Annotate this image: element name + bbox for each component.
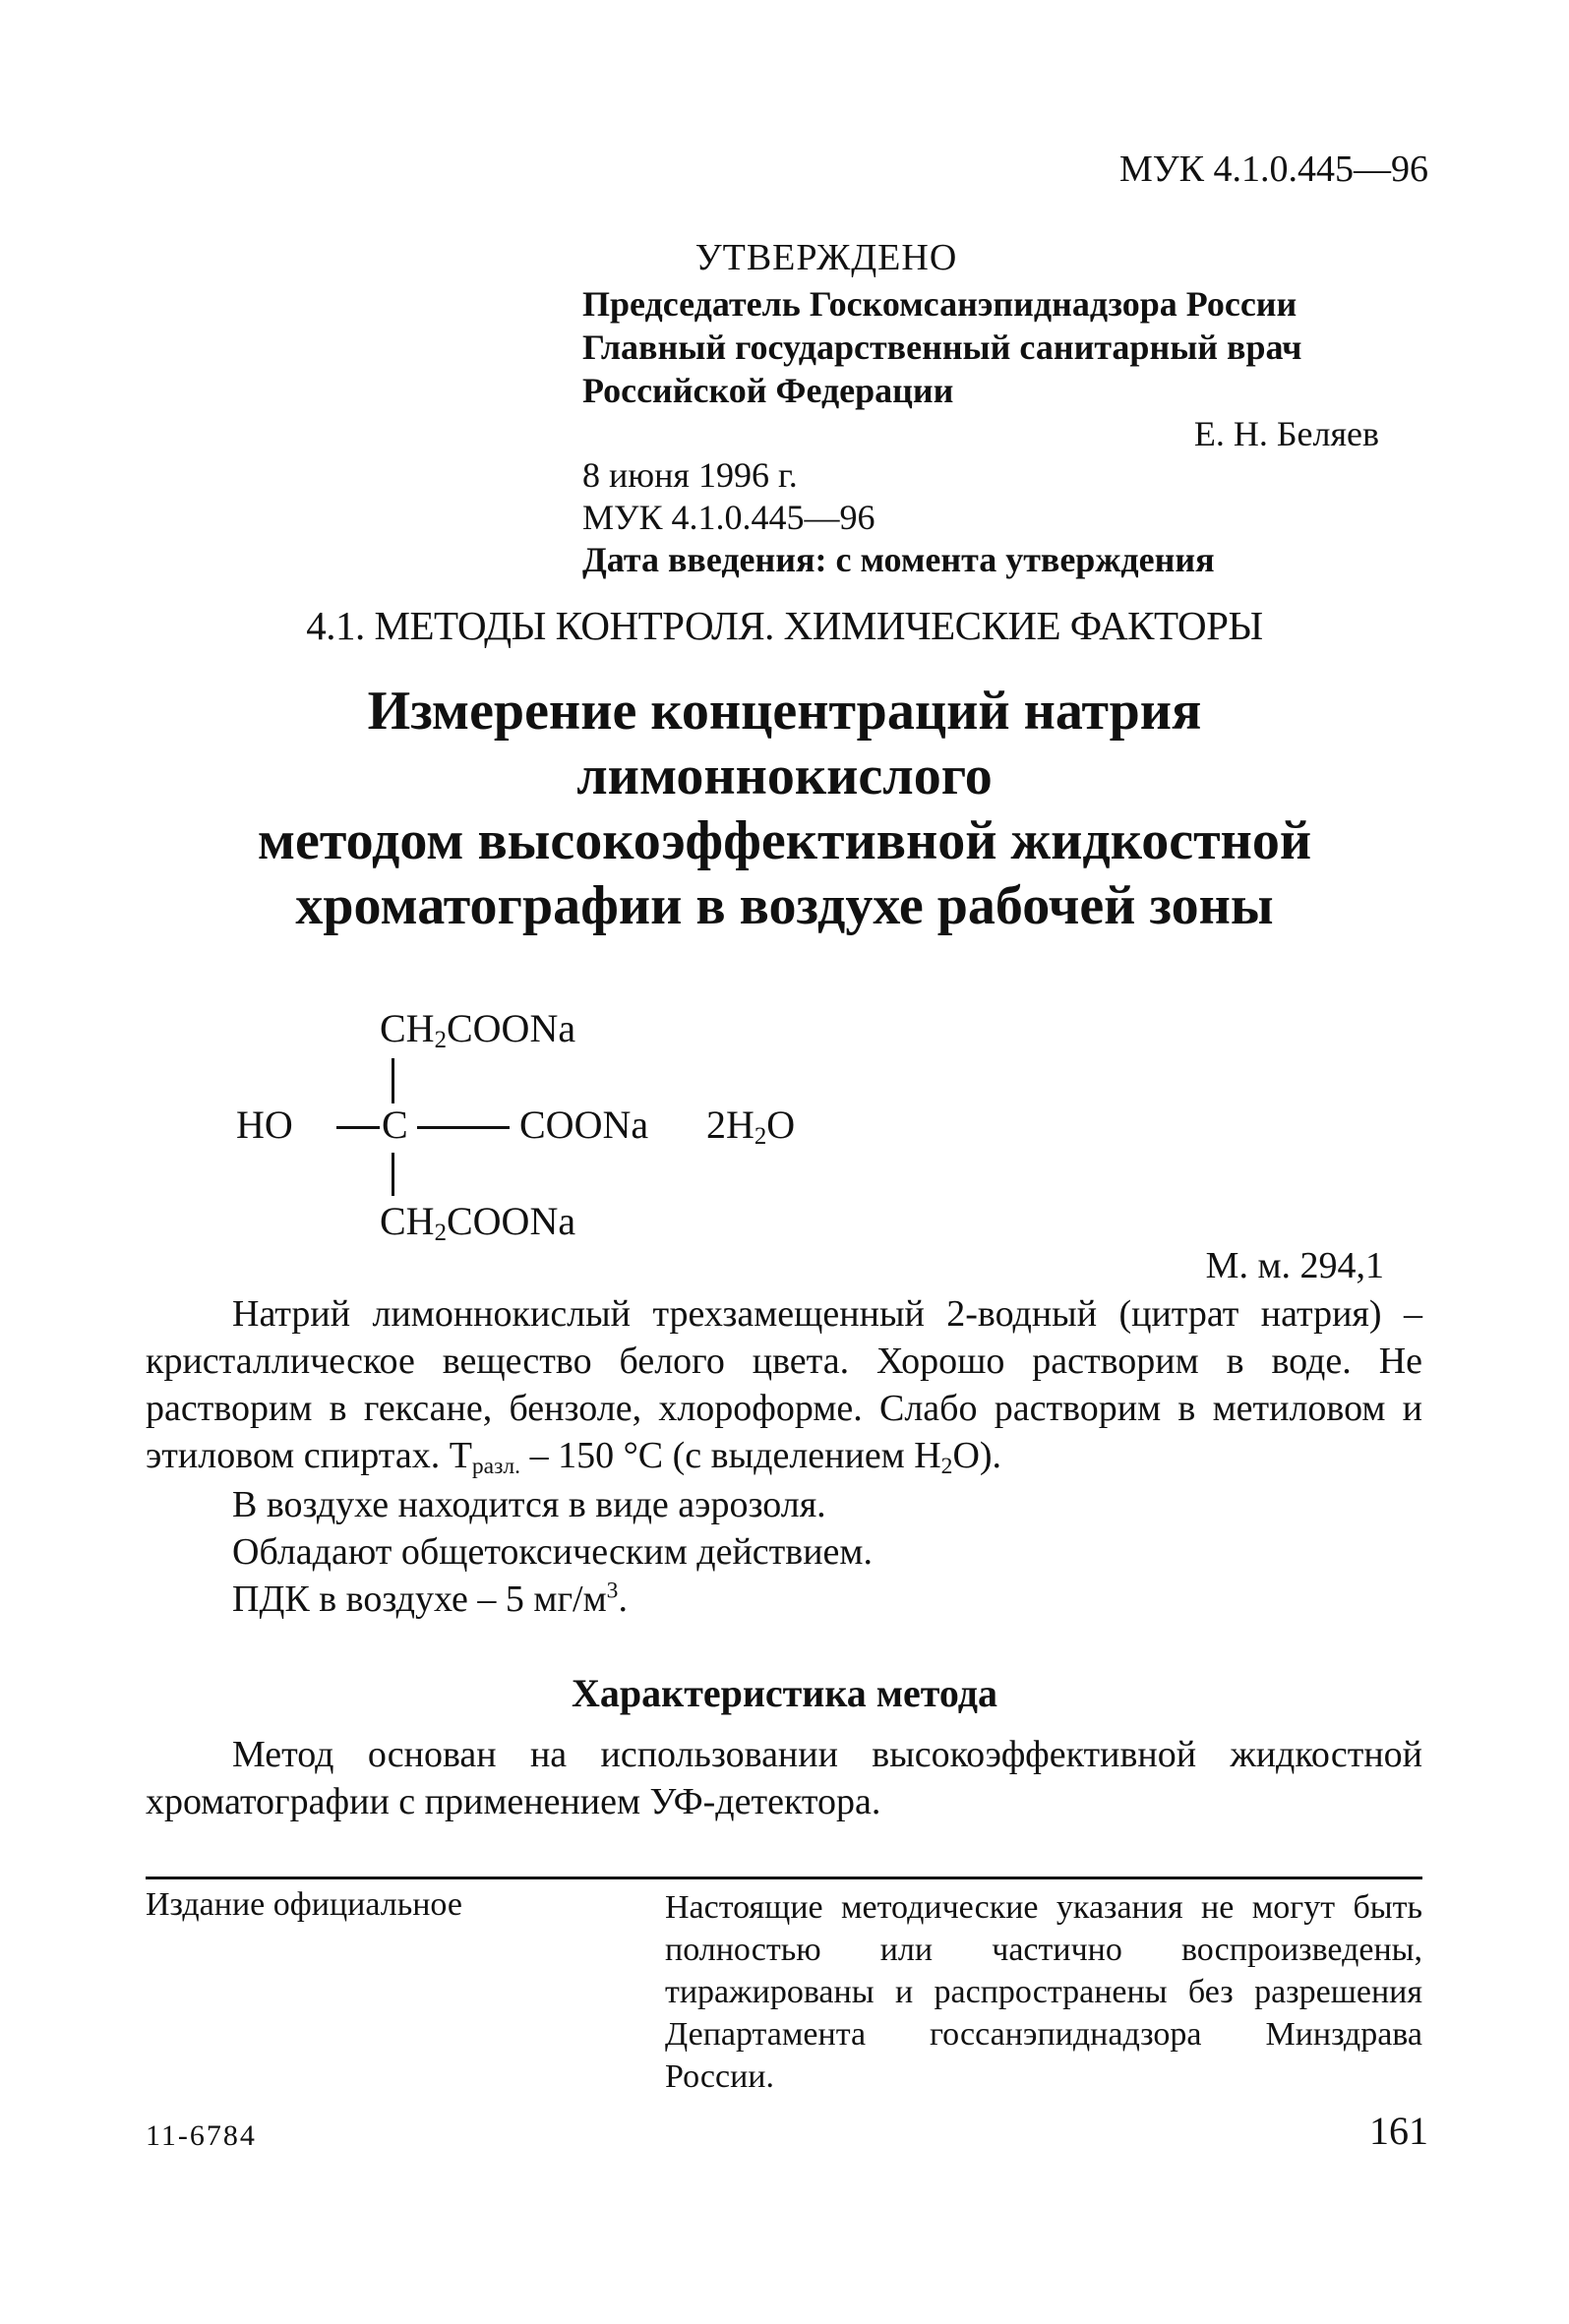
title-line-4: хроматографии в воздухе рабочей зоны bbox=[295, 875, 1274, 936]
description-text: Натрий лимоннокислый трехзамещенный 2-водный (цитрат натрия) – кристаллическое вещество белого цвета. Хорошо растворим в воде. Не растворим в гексане, бензоле, хлороформе. Слабо растворим в метиловом и этиловом спиртах. T bbox=[146, 1293, 1422, 1476]
toxicity-line: Обладают общетоксическим действием. bbox=[232, 1531, 873, 1573]
formula-top-ch: CH bbox=[380, 1006, 435, 1050]
footer-divider bbox=[146, 1877, 1422, 1879]
formula-ho: HO bbox=[236, 1102, 293, 1147]
formula-top-subscript: 2 bbox=[434, 1027, 447, 1054]
approval-date: 8 июня 1996 г. bbox=[582, 455, 798, 495]
description-temperature: – 150 °С (с выделением H bbox=[520, 1435, 941, 1476]
formula-bottom-subscript: 2 bbox=[434, 1220, 447, 1247]
approval-code: МУК 4.1.0.445—96 bbox=[582, 498, 875, 537]
formula-top-group bbox=[380, 1005, 576, 1054]
title-line-1: Измерение концентраций натрия bbox=[367, 681, 1202, 742]
formula-water-h: 2H bbox=[706, 1102, 754, 1147]
mac-end: . bbox=[618, 1579, 628, 1620]
formula-top-coona: COONa bbox=[446, 1006, 576, 1050]
approval-line-1: Председатель Госкомсанэпиднадзора России bbox=[582, 284, 1297, 324]
description-end: O). bbox=[952, 1435, 1002, 1476]
copyright-notice: Настоящие методические указания не могут быть полностью или частично воспроизведены, тиражированы и распространены без разрешения Департамента госсанэпиднадзора Минздрава России. bbox=[665, 1889, 1422, 2095]
document-title bbox=[0, 679, 1569, 938]
method-heading: Характеристика метода bbox=[572, 1671, 997, 1715]
formula-bottom-ch: CH bbox=[380, 1199, 435, 1243]
formula-center-carbon: C bbox=[382, 1102, 408, 1147]
title-line-3: методом высокоэффективной жидкостной bbox=[257, 810, 1312, 871]
method-description: Метод основан на использовании высокоэффективной жидкостной хроматографии с применением УФ-детектора. bbox=[146, 1734, 1422, 1822]
mac-line bbox=[232, 1578, 628, 1621]
approval-effective-date: Дата введения: с момента утверждения bbox=[582, 540, 1215, 579]
formula-bond-top bbox=[392, 1058, 394, 1103]
section-heading: 4.1. МЕТОДЫ КОНТРОЛЯ. ХИМИЧЕСКИЕ ФАКТОРЫ bbox=[306, 603, 1263, 648]
formula-water-subscript: 2 bbox=[754, 1123, 767, 1151]
page-number: 161 bbox=[1369, 2109, 1428, 2153]
decomposition-subscript: разл. bbox=[471, 1453, 521, 1479]
mac-text: ПДК в воздухе – 5 мг/м bbox=[232, 1579, 607, 1620]
molar-mass: М. м. 294,1 bbox=[1205, 1245, 1384, 1286]
title-line-2: лимоннокислого bbox=[576, 745, 993, 806]
formula-bottom-group bbox=[380, 1198, 576, 1247]
document-code: МУК 4.1.0.445—96 bbox=[1118, 149, 1428, 190]
mac-superscript: 3 bbox=[606, 1578, 619, 1604]
approval-signatory: Е. Н. Беляев bbox=[1193, 414, 1379, 453]
approval-heading: УТВЕРЖДЕНО bbox=[694, 237, 958, 278]
formula-bond-left bbox=[336, 1126, 380, 1129]
description-paragraph bbox=[146, 1290, 1422, 1479]
edition-label: Издание официальное bbox=[146, 1886, 462, 1923]
formula-bottom-coona: COONa bbox=[446, 1199, 576, 1243]
approval-line-3: Российской Федерации bbox=[582, 371, 954, 410]
formula-water-o: O bbox=[766, 1102, 796, 1147]
formula-water bbox=[706, 1102, 796, 1151]
approval-line-2: Главный государственный санитарный врач bbox=[582, 328, 1302, 367]
formula-bond-right bbox=[417, 1126, 510, 1129]
formula-bond-bottom bbox=[392, 1153, 394, 1196]
aerosol-line: В воздухе находится в виде аэрозоля. bbox=[232, 1484, 826, 1525]
water-subscript: 2 bbox=[940, 1453, 953, 1479]
print-code: 11-6784 bbox=[146, 2119, 257, 2152]
formula-right-coona: COONa bbox=[519, 1102, 649, 1147]
